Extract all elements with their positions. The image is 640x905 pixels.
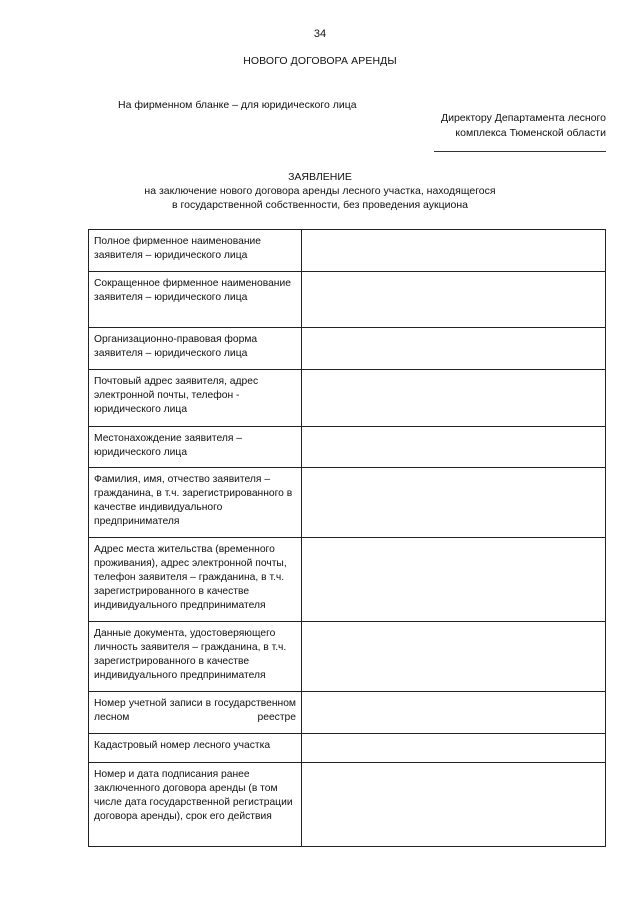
row-value-cell[interactable] bbox=[302, 763, 606, 847]
row-value-cell[interactable] bbox=[302, 734, 606, 763]
form-subtitle-line-2: в государственной собственности, без проведения аукциона bbox=[172, 199, 468, 211]
row-label: Почтовый адрес заявителя, адрес электронной почты, телефон - юридического лица bbox=[89, 370, 302, 427]
row-value-cell[interactable] bbox=[302, 230, 606, 272]
application-form-table bbox=[88, 229, 606, 847]
document-header: НОВОГО ДОГОВОРА АРЕНДЫ bbox=[243, 55, 397, 67]
table-row bbox=[89, 538, 606, 622]
addressee-line-2: комплекса Тюменской области bbox=[455, 127, 606, 139]
row-value-cell[interactable] bbox=[302, 468, 606, 538]
form-subtitle bbox=[0, 184, 640, 212]
table-row bbox=[89, 692, 606, 734]
row-label: Адрес места жительства (временного проживания), адрес электронной почты, телефон заявителя – гражданина, в т.ч. зарегистрированного в качестве индивидуального предпринимателя bbox=[89, 538, 302, 622]
row-label: Данные документа, удостоверяющего личность заявителя – гражданина, в т.ч. зарегистрированного в качестве индивидуального предпринимателя bbox=[89, 622, 302, 692]
letterhead-note: На фирменном бланке – для юридического лица bbox=[118, 99, 357, 111]
addressee-underline bbox=[434, 151, 606, 152]
addressee-block bbox=[441, 111, 606, 141]
table-row bbox=[89, 328, 606, 370]
table-row bbox=[89, 427, 606, 468]
table-row bbox=[89, 763, 606, 847]
row-value-cell[interactable] bbox=[302, 538, 606, 622]
table-row bbox=[89, 468, 606, 538]
row-label: Сокращенное фирменное наименование заявителя – юридического лица bbox=[89, 272, 302, 328]
row-label: Фамилия, имя, отчество заявителя – гражданина, в т.ч. зарегистрированного в качестве индивидуального предпринимателя bbox=[89, 468, 302, 538]
row-label: Местонахождение заявителя – юридического лица bbox=[89, 427, 302, 468]
table-row bbox=[89, 734, 606, 763]
form-subtitle-line-1: на заключение нового договора аренды лесного участка, находящегося bbox=[144, 185, 496, 197]
row-label: Номер и дата подписания ранее заключенного договора аренды (в том числе дата государственной регистрации договора аренды), срок его действия bbox=[89, 763, 302, 847]
row-value-cell[interactable] bbox=[302, 427, 606, 468]
page-number: 34 bbox=[313, 28, 327, 40]
row-label: Полное фирменное наименование заявителя – юридического лица bbox=[89, 230, 302, 272]
addressee-line-1: Директору Департамента лесного bbox=[440, 112, 606, 124]
row-label: Организационно-правовая форма заявителя – юридического лица bbox=[89, 328, 302, 370]
row-value-cell[interactable] bbox=[302, 622, 606, 692]
row-value-cell[interactable] bbox=[302, 272, 606, 328]
table-row bbox=[89, 370, 606, 427]
row-value-cell[interactable] bbox=[302, 370, 606, 427]
table-row bbox=[89, 622, 606, 692]
form-title: ЗАЯВЛЕНИЕ bbox=[288, 171, 352, 183]
row-value-cell[interactable] bbox=[302, 328, 606, 370]
row-label: Номер учетной записи в государственном лесном реестре bbox=[89, 692, 302, 734]
table-row bbox=[89, 272, 606, 328]
table-row bbox=[89, 230, 606, 272]
row-label: Кадастровый номер лесного участка bbox=[89, 734, 302, 763]
row-value-cell[interactable] bbox=[302, 692, 606, 734]
